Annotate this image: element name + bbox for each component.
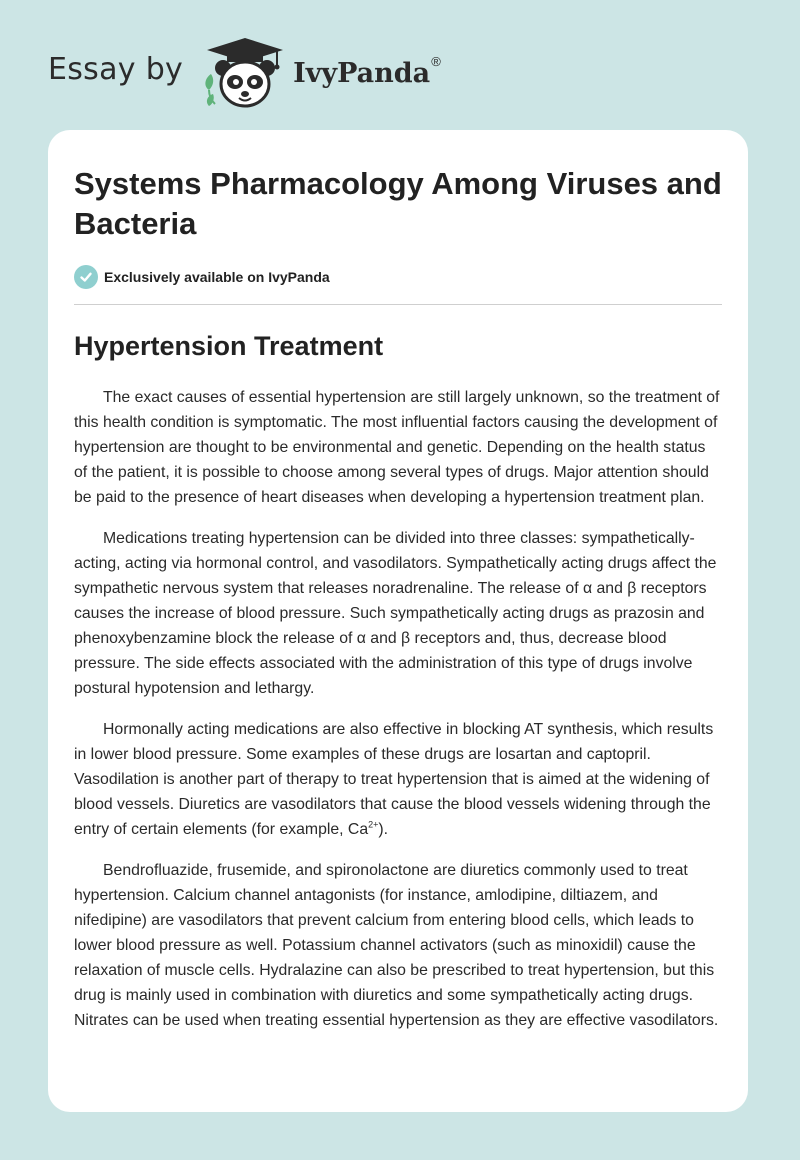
brand-name[interactable]: IvyPanda® (293, 53, 441, 89)
paragraph: The exact causes of essential hypertension are still largely unknown, so the treatment of this health condition is symptomatic. The most influential factors causing the development of hypertension are thought to be environmental and genetic. Depending on the health status of the patient, it is possible to choose among several types of drugs. Major attention should be paid to the presence of heart diseases when developing a hypertension treatment plan. (74, 389, 720, 506)
paragraph: Bendrofluazide, frusemide, and spironolactone are diuretics commonly used to treat hypertension. Calcium channel antagonists (for instance, amlodipine, diltiazem, and nifedipine) are vasodilators that prevent calcium from entering blood cells, which leads to lower blood pressure as well. Potassium channel activators (such as minoxidil) cause the relaxation of muscle cells. Hydralazine can also be prescribed to treat hypertension, but this drug is mainly used in combination with diuretics and some sympathetically acting drugs. Nitrates can be used when treating essential hypertension as they are effective vasodilators. (74, 862, 719, 1029)
paragraph: Hormonally acting medications are also effective in blocking AT synthesis, which results in lower blood pressure. Some examples of these drugs are losartan and captopril. Vasodilation is another part of therapy to treat hypertension that is aimed at the widening of blood vessels. Diuretics are vasodilators that cause the blood vessels widening through the entry of certain elements (for example, $Ca^{2+}$). (74, 721, 714, 838)
paragraph: Medications treating hypertension can be divided into three classes: sympathetically-acting, acting via hormonal control, and vasodilators. Sympathetically acting drugs affect the sympathetic nervous system that releases noradrenaline. The release of α and β receptors causes the increase of blood pressure. Such sympathetically acting drugs as prazosin and phenoxybenzamine block the release of α and β receptors and, thus, decrease blood pressure. The side effects associated with the administration of this type of drugs involve postural hypotension and lethargy. (74, 530, 717, 697)
essay-card (48, 130, 748, 1112)
section-heading: Hypertension Treatment (74, 331, 384, 361)
page-title: Systems Pharmacology Among Viruses and Bacteria (74, 166, 722, 241)
exclusive-badge (74, 264, 722, 290)
badge-text: Exclusively available on IvyPanda (104, 269, 330, 285)
panda-logo-icon[interactable] (197, 34, 289, 110)
site-header (48, 34, 441, 110)
ivy-leaf-icon (205, 74, 215, 106)
divider (74, 304, 722, 305)
registered-mark: ® (431, 53, 441, 69)
check-circle-icon (74, 265, 98, 289)
superscript-charge: 2+ (368, 819, 379, 830)
essay-by-label: Essay by (48, 51, 184, 87)
